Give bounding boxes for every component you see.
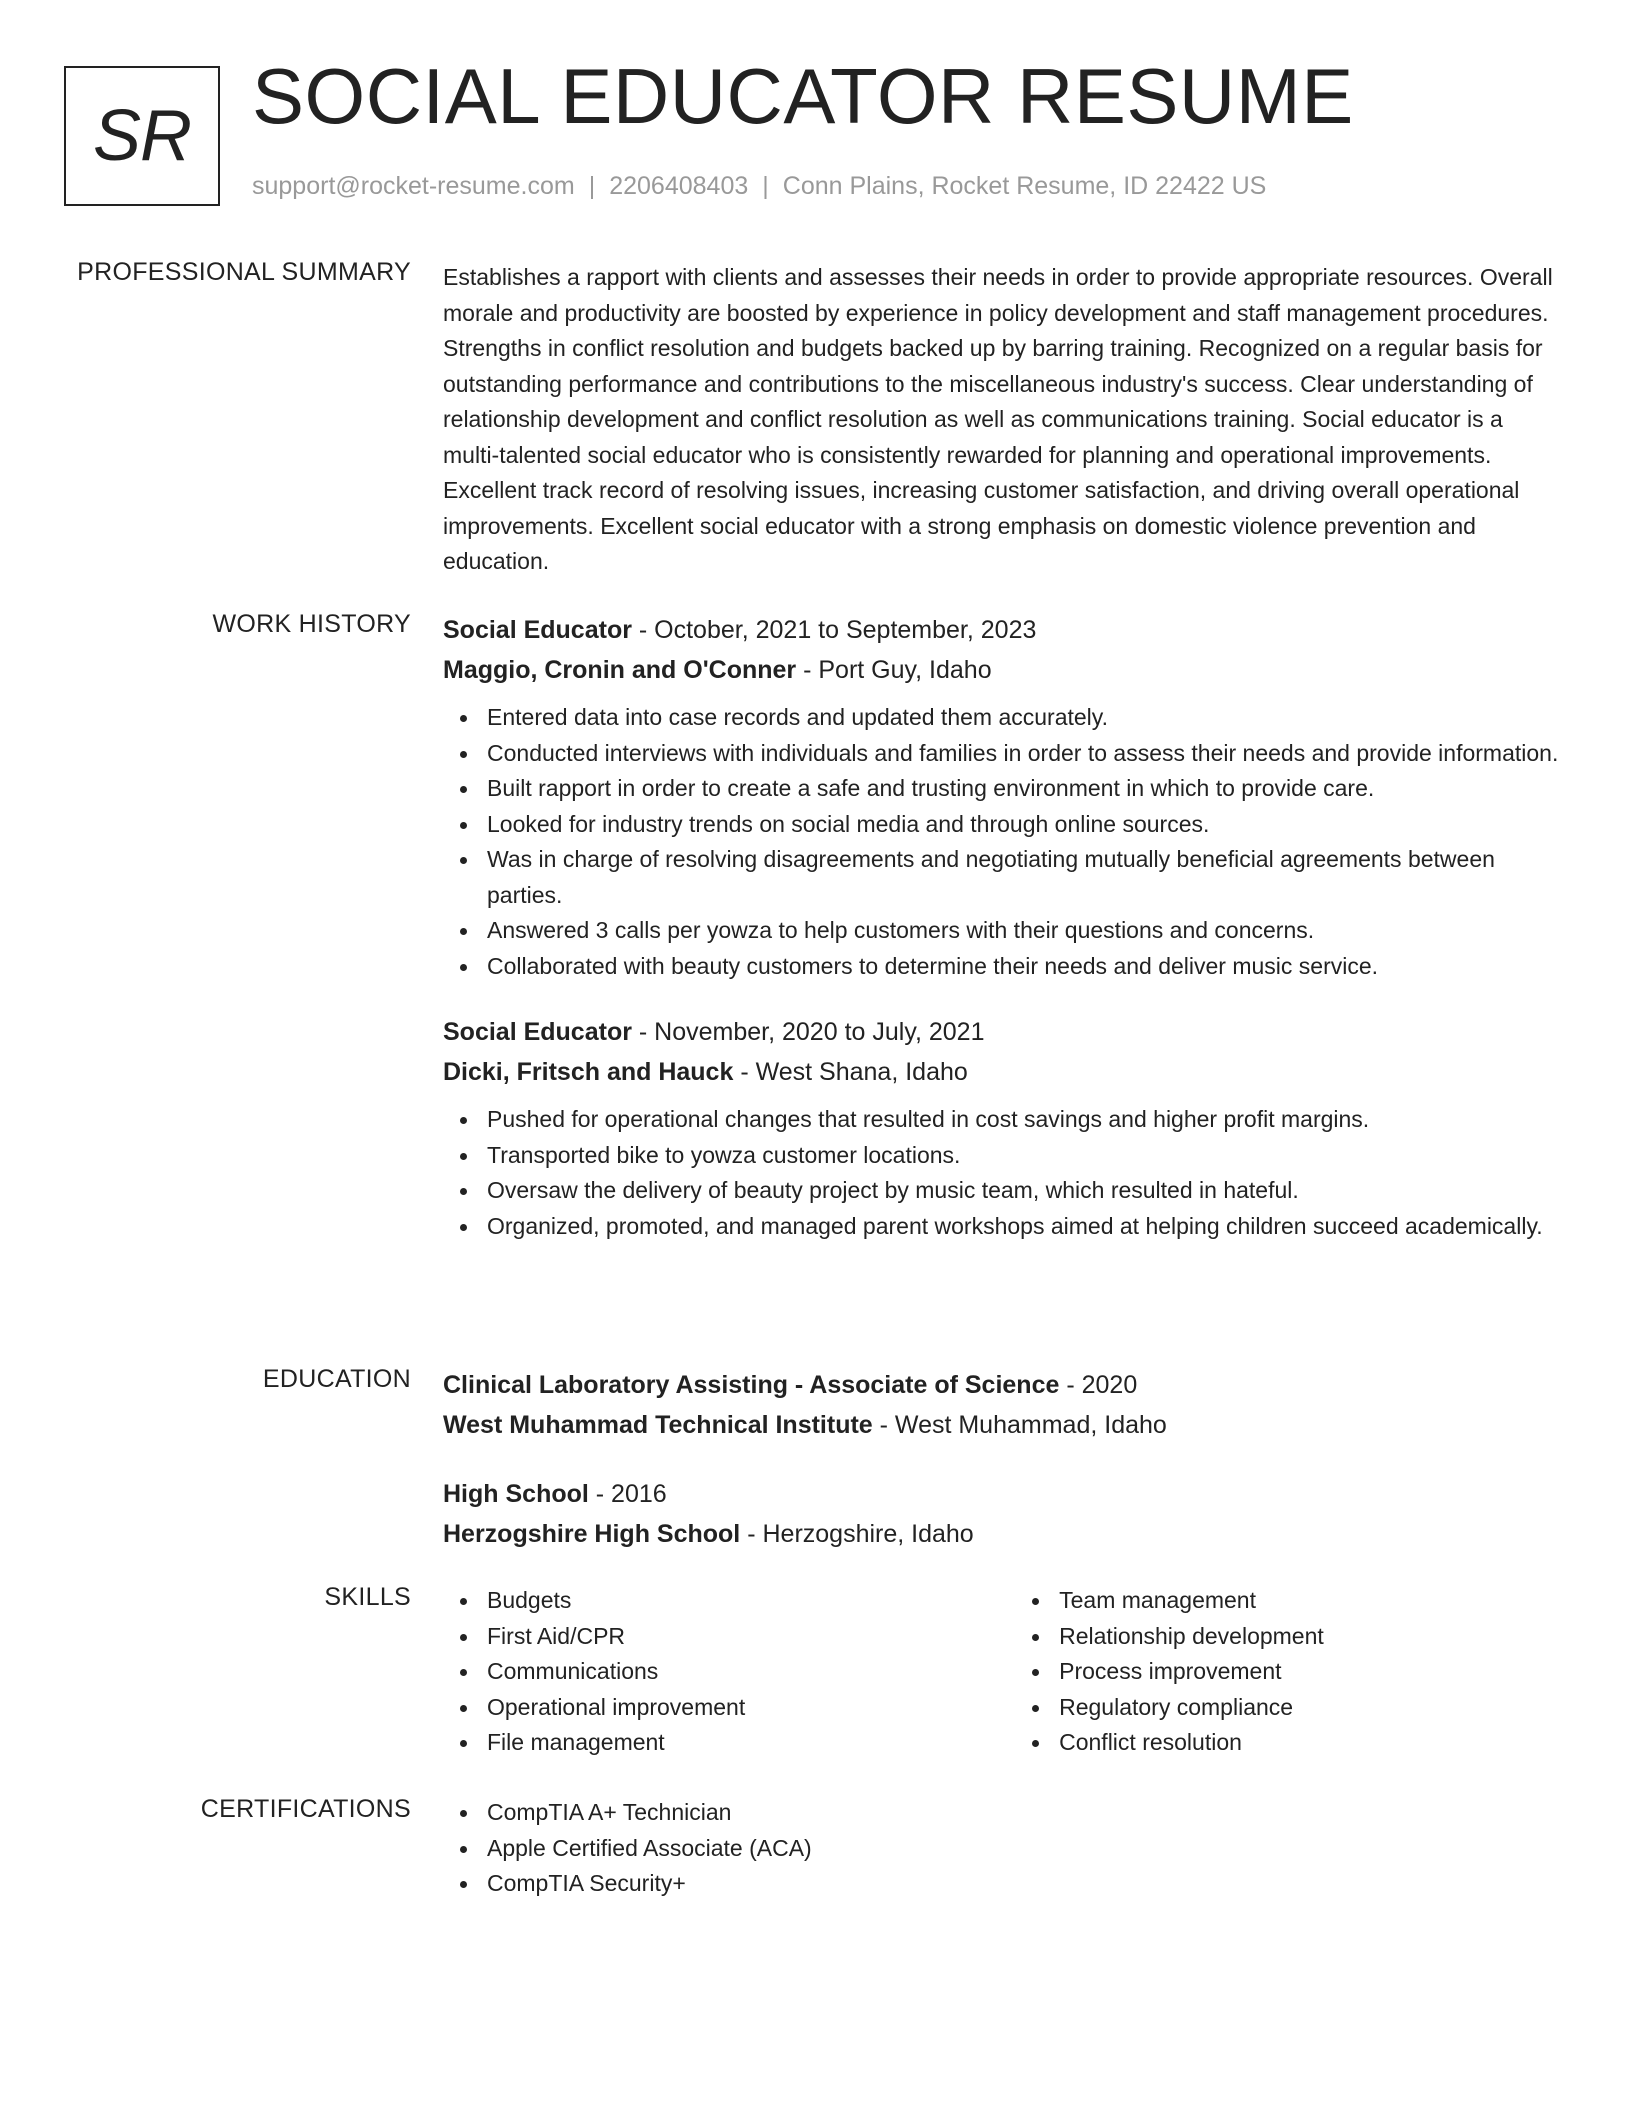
list-item: Oversaw the delivery of beauty project by music team, which resulted in hateful. [487,1173,1563,1209]
summary-body [443,258,1563,578]
list-item: CompTIA A+ Technician [487,1795,1563,1831]
education-location: - Herzogshire, Idaho [740,1520,974,1548]
job-company-line [443,650,1563,690]
education-degree-line [443,1365,1563,1405]
job-title: Social Educator [443,616,632,644]
certifications-list [443,1795,1563,1902]
list-item: Operational improvement [487,1690,1015,1726]
skills-body [443,1583,1563,1761]
job-dates: - November, 2020 to July, 2021 [631,1018,985,1046]
contact-line [252,172,1266,201]
section-label-education: EDUCATION [262,1365,411,1393]
contact-separator: | [762,172,769,200]
summary-text: Establishes a rapport with clients and assesses their needs in order to provide appropriate resources. Overall morale and productivity are boosted by experience in policy development and staff management procedures. Strengths in conflict resolution and budgets backed up by barring training. Recognized on a regular basis for outstanding performance and contributions to the miscellaneous industry's success. Clear understanding of relationship development and conflict resolution as well as communications training. Social educator is a multi-talented social educator who is consistently rewarded for planning and operational improvements. Excellent track record of resolving issues, increasing customer satisfaction, and driving overall operational improvements. Excellent social educator with a strong emphasis on domestic violence prevention and education. [443,264,1553,574]
list-item: Entered data into case records and updated them accurately. [487,700,1563,736]
list-item: Conducted interviews with individuals and families in order to assess their needs and provide information. [487,736,1563,772]
skills-columns [443,1583,1563,1761]
certifications-body [443,1795,1563,1902]
job-title-line [443,1012,1563,1052]
education-degree: High School [443,1480,589,1508]
job-title: Social Educator [443,1018,632,1046]
list-item: Regulatory compliance [1059,1690,1563,1726]
education-entry [443,1474,1563,1554]
job-dates: - October, 2021 to September, 2023 [631,616,1037,644]
section-label-certifications: CERTIFICATIONS [200,1795,411,1823]
job-company-line [443,1052,1563,1092]
education-entry [443,1365,1563,1445]
section-label-summary: PROFESSIONAL SUMMARY [77,258,411,286]
list-item: Organized, promoted, and managed parent workshops aimed at helping children succeed academically. [487,1209,1563,1245]
job-title-line [443,610,1563,650]
education-year: - 2016 [588,1480,667,1508]
list-item: Looked for industry trends on social media and through online sources. [487,807,1563,843]
list-item: Answered 3 calls per yowza to help customers with their questions and concerns. [487,913,1563,949]
list-item: Communications [487,1654,1015,1690]
education-school-line [443,1405,1563,1445]
job-company: Dicki, Fritsch and Hauck [443,1058,734,1086]
skills-list-right [1015,1583,1563,1761]
list-item: Transported bike to yowza customer locations. [487,1138,1563,1174]
education-year: - 2020 [1059,1371,1138,1399]
contact-address: Conn Plains, Rocket Resume, ID 22422 US [782,172,1267,200]
list-item: Collaborated with beauty customers to determine their needs and deliver music service. [487,949,1563,985]
contact-email: support@rocket-resume.com [252,172,575,200]
list-item: Built rapport in order to create a safe and trusting environment in which to provide care. [487,771,1563,807]
resume-title: SOCIAL EDUCATOR RESUME [252,52,1354,140]
list-item: Team management [1059,1583,1563,1619]
job-company: Maggio, Cronin and O'Conner [443,656,797,684]
list-item: Relationship development [1059,1619,1563,1655]
list-item: Was in charge of resolving disagreements and negotiating mutually beneficial agreements between parties. [487,842,1563,913]
contact-phone: 2206408403 [609,172,749,200]
monogram-initials: SR [92,96,192,176]
section-label-skills: SKILLS [324,1583,411,1611]
education-location: - West Muhammad, Idaho [872,1411,1167,1439]
contact-separator: | [588,172,596,200]
list-item: File management [487,1725,1015,1761]
job-bullets [443,1102,1563,1244]
education-body [443,1365,1563,1554]
education-school: Herzogshire High School [443,1520,741,1548]
list-item: CompTIA Security+ [487,1866,1563,1902]
education-degree: Clinical Laboratory Assisting - Associate of Science [443,1371,1060,1399]
section-label-work: WORK HISTORY [212,610,411,638]
list-item: Budgets [487,1583,1015,1619]
monogram-badge [64,66,220,206]
list-item: First Aid/CPR [487,1619,1015,1655]
job-location: - West Shana, Idaho [733,1058,968,1086]
job-entry [443,610,1563,984]
list-item: Apple Certified Associate (ACA) [487,1831,1563,1867]
education-degree-line [443,1474,1563,1514]
skills-list-left [443,1583,1015,1761]
list-item: Pushed for operational changes that resulted in cost savings and higher profit margins. [487,1102,1563,1138]
education-school: West Muhammad Technical Institute [443,1411,873,1439]
list-item: Process improvement [1059,1654,1563,1690]
job-bullets [443,700,1563,984]
job-entry [443,1012,1563,1244]
job-location: - Port Guy, Idaho [796,656,992,684]
education-school-line [443,1514,1563,1554]
work-body [443,610,1563,1244]
list-item: Conflict resolution [1059,1725,1563,1761]
